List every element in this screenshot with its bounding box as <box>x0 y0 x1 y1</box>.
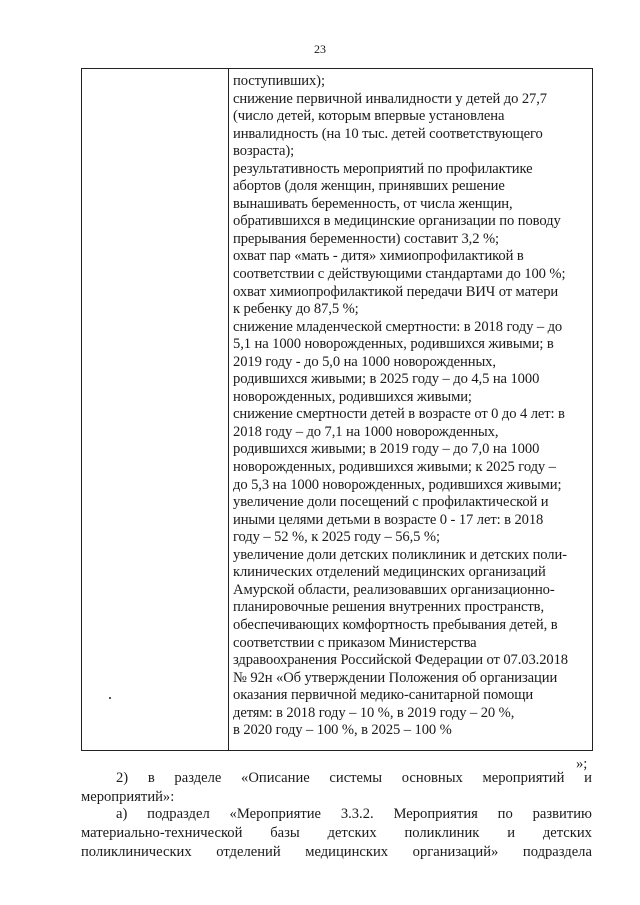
paragraph-line: мероприятий»: <box>81 789 175 805</box>
paragraph-word: мероприятий <box>482 770 565 786</box>
table-cell-line: году – 52 %, к 2025 году – 56,5 %; <box>233 529 440 546</box>
paragraph-word: «Мероприятие <box>229 806 321 822</box>
table-cell-line: соответствии с приказом Министерства <box>233 634 477 651</box>
paragraph-word: 2) <box>116 770 129 786</box>
table-cell-line: абортов (доля женщин, принявших решение <box>233 178 505 195</box>
table-cell-indicators <box>233 73 588 740</box>
table-cell-line: снижение младенческой смертности: в 2018 году – до <box>233 318 563 335</box>
table-cell-line: увеличение доли детских поликлиник и детских поли- <box>233 546 567 563</box>
table-cell-line: обеспечивающих комфортность пребывания детей, в <box>233 616 558 633</box>
table-cell-line: родившихся живыми; в 2025 году – до 4,5 на 1000 <box>233 371 540 388</box>
table-cell-line: 5,1 на 1000 новорожденных, родившихся живыми; в <box>233 336 554 353</box>
table-cell-line: новорожденных, родившихся живыми; <box>233 388 472 405</box>
paragraph-word: поликлиник <box>404 825 480 841</box>
paragraph-line <box>81 805 592 824</box>
paragraph-word: поликлинических <box>81 844 192 860</box>
table-cell-line: до 5,3 на 1000 новорожденных, родившихся живыми; <box>233 476 562 493</box>
table-cell-line: вынашивать беременность, от числа женщин, <box>233 195 513 212</box>
paragraph-word: системы <box>329 770 383 786</box>
table-cell-line: родившихся живыми; в 2019 году – до 7,0 на 1000 <box>233 441 540 458</box>
table-cell-line: оказания первичной медико-санитарной помощи <box>233 687 534 704</box>
paragraph-line <box>81 843 592 862</box>
paragraph-word: основных <box>401 770 463 786</box>
scan-speck <box>109 697 111 699</box>
table-cell-line: поступивших); <box>233 73 325 89</box>
paragraph-word: в <box>147 770 155 786</box>
paragraph-word: детских <box>327 825 377 841</box>
paragraph-word: Мероприятия <box>393 806 478 822</box>
paragraph-word: базы <box>270 825 300 841</box>
table-cell-line: 2018 году – до 7,1 на 1000 новорожденных, <box>233 423 499 440</box>
table-cell-line: № 92н «Об утверждении Положения об организации <box>233 669 558 686</box>
paragraph-word: и <box>507 825 515 841</box>
table-cell-line: (число детей, которым впервые установлена <box>233 108 505 125</box>
table-cell-line: результативность мероприятий по профилактике <box>233 160 533 177</box>
table-cell-line: к ребенку до 87,5 %; <box>233 301 359 318</box>
paragraph-word: разделе <box>174 770 222 786</box>
table-column-divider <box>228 69 229 750</box>
paragraph-line <box>81 769 592 788</box>
paragraph-word: детских <box>542 825 592 841</box>
table-cell-line: прерывания беременности) составит 3,2 %; <box>233 230 499 247</box>
paragraph-section-description <box>81 769 592 807</box>
table-cell-line: Амурской области, реализовавших организационно- <box>233 581 555 598</box>
closing-quote-mark: »; <box>576 756 588 772</box>
table-cell-line: инвалидность (на 10 тыс. детей соответствующего <box>233 125 543 142</box>
table-cell-line: 2019 году - до 5,0 на 1000 новорожденных, <box>233 353 496 370</box>
paragraph-word: подраздела <box>522 844 592 860</box>
table-cell-line: клинических отделений медицинских организаций <box>233 564 546 581</box>
table-cell-line: планировочные решения внутренних пространств, <box>233 599 545 616</box>
table-cell-line: детям: в 2018 году – 10 %, в 2019 году – 20 %, <box>233 704 515 721</box>
paragraph-word: медицинских <box>305 844 389 860</box>
paragraph-word: подраздел <box>147 806 210 822</box>
table-cell-line: иными целями детьми в возрасте 0 - 17 лет: в 2018 <box>233 511 544 528</box>
table-cell-line: охват пар «мать - дитя» химиопрофилактикой в <box>233 248 524 265</box>
table-cell-line: новорожденных, родившихся живыми; к 2025 году – <box>233 459 556 476</box>
table-cell-line: увеличение доли посещений с профилактической и <box>233 494 549 511</box>
paragraph-subsection <box>81 805 592 862</box>
paragraph-word: а) <box>116 806 128 822</box>
paragraph-word: 3.3.2. <box>340 806 374 822</box>
table-cell-line: снижение смертности детей в возрасте от 0 до 4 лет: в <box>233 406 565 423</box>
table-cell-line: снижение первичной инвалидности у детей до 27,7 <box>233 90 547 107</box>
paragraph-line <box>81 824 592 843</box>
paragraph-word: и <box>584 770 592 786</box>
indicators-table <box>81 68 593 751</box>
paragraph-word: «Описание <box>241 770 310 786</box>
table-cell-line: соответствии с действующими стандартами до 100 %; <box>233 266 566 283</box>
paragraph-word: организаций» <box>412 844 499 860</box>
page-number: 23 <box>314 42 326 56</box>
table-cell-line: в 2020 году – 100 %, в 2025 – 100 % <box>233 722 452 739</box>
paragraph-word: отделений <box>216 844 281 860</box>
table-cell-line: охват химиопрофилактикой передачи ВИЧ от матери <box>233 283 559 300</box>
paragraph-word: материально-технической <box>81 825 243 841</box>
paragraph-word: по <box>497 806 513 822</box>
paragraph-word: развитию <box>532 806 592 822</box>
table-cell-line: обратившихся в медицинские организации по поводу <box>233 213 561 230</box>
table-cell-line: возраста); <box>233 143 295 160</box>
table-cell-line: здравоохранения Российской Федерации от 07.03.2018 <box>233 652 569 669</box>
